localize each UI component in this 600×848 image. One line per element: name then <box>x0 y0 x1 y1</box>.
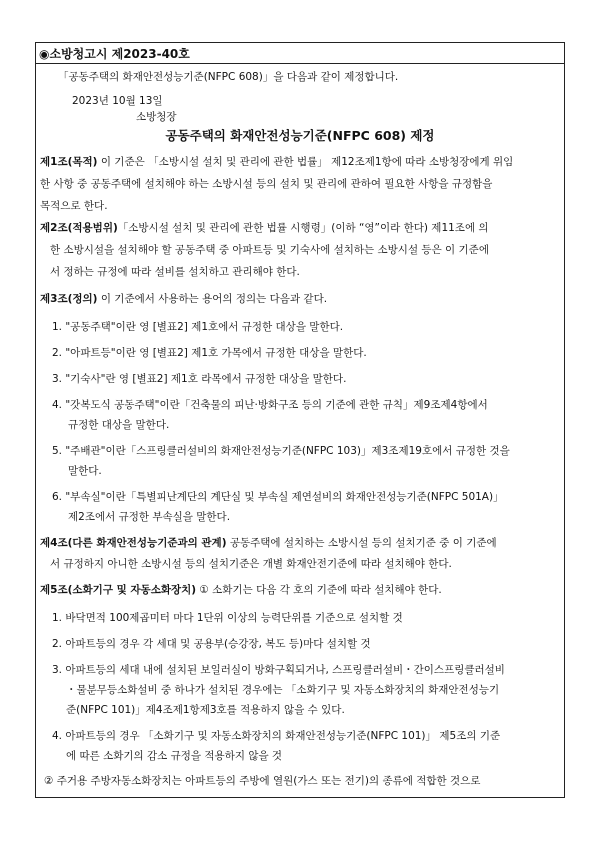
article-1-line-2: 한 사항 중 공동주택에 설치해야 하는 소방시설 등의 설치 및 관리에 관하여 필요한 사항을 규정함을 <box>40 178 493 190</box>
article-1-heading: 제1조(목적) <box>40 156 98 168</box>
article-4-line-1: 제4조(다른 화재안전성능기준과의 관계) 공동주택에 설치하는 소방시설 등의 설치기준 중 이 기준에 <box>40 537 497 549</box>
notice-number: ◉소방청고시 제2023-40호 <box>39 47 190 61</box>
article-3-item-4: 4. "갓복도식 공동주택"이란「건축물의 피난·방화구조 등의 기준에 관한 규칙」제9조제4항에서 <box>52 399 488 411</box>
article-5-item-3-cont-1: ・물분무등소화설비 중 하나가 설치된 경우에는 「소화기구 및 자동소화장치의 화재안전성능기 <box>66 684 500 696</box>
article-5-paragraph-2: ② 주거용 주방자동소화장치는 아파트등의 주방에 열원(가스 또는 전기)의 종류에 적합한 것으로 <box>44 775 481 787</box>
article-4-line-2: 서 규정하지 아니한 소방시설 등의 설치기준은 개별 화재안전기준에 따라 설치해야 한다. <box>50 558 452 570</box>
article-3-item-3: 3. "기숙사"란 영 [별표2] 제1호 라목에서 규정한 대상을 말한다. <box>52 373 347 385</box>
article-3-heading: 제3조(정의) <box>40 293 98 305</box>
article-5-item-3: 3. 아파트등의 세대 내에 설치된 보일러실이 방화구획되거나, 스프링클러설비・간이스프링클러설비 <box>52 664 505 676</box>
article-1-line-1: 제1조(목적) 이 기준은 「소방시설 설치 및 관리에 관한 법률」 제12조제1항에 따라 소방청장에게 위임 <box>40 156 514 168</box>
article-5-heading: 제5조(소화기구 및 자동소화장치) <box>40 584 197 596</box>
article-2-line-2: 한 소방시설을 설치해야 할 공동주택 중 아파트등 및 기숙사에 설치하는 소방시설 등은 이 기준에 <box>50 244 489 256</box>
notice-header <box>36 43 564 64</box>
article-1-line-3: 목적으로 한다. <box>40 200 108 212</box>
article-5-item-3-cont-2: 준(NFPC 101)」제4조제1항제3호를 적용하지 않을 수 있다. <box>66 704 345 716</box>
article-5-item-1: 1. 바닥면적 100제곱미터 마다 1단위 이상의 능력단위를 기준으로 설치할 것 <box>52 612 403 624</box>
article-4-heading: 제4조(다른 화재안전성능기준과의 관계) <box>40 537 227 549</box>
article-2-line-3: 서 정하는 규정에 따라 설비를 설치하고 관리해야 한다. <box>50 266 300 278</box>
article-5-item-4-cont: 에 따른 소화기의 감소 규정을 적용하지 않을 것 <box>66 750 283 762</box>
article-5-line-1: 제5조(소화기구 및 자동소화장치) ① 소화기는 다음 각 호의 기준에 따라 설치해야 한다. <box>40 584 442 596</box>
article-3-line-1: 제3조(정의) 이 기준에서 사용하는 용어의 정의는 다음과 같다. <box>40 293 328 305</box>
announcement-date: 2023년 10월 13일 <box>72 95 163 107</box>
article-5-item-4: 4. 아파트등의 경우 「소화기구 및 자동소화장치의 화재안전성능기준(NFPC 101)」 제5조의 기준 <box>52 730 501 742</box>
article-3-item-5-cont: 말한다. <box>68 465 102 477</box>
article-3-item-6: 6. "부속실"이란「특별피난계단의 계단실 및 부속실 제연설비의 화재안전성능기준(NFPC 501A)」 <box>52 491 504 503</box>
article-5-item-2: 2. 아파트등의 경우 각 세대 및 공용부(승강장, 복도 등)마다 설치할 것 <box>52 638 371 650</box>
article-3-item-4-cont: 규정한 대상을 말한다. <box>68 419 170 431</box>
article-3-item-6-cont: 제2조에서 규정한 부속실을 말한다. <box>68 511 231 523</box>
document-title: 공동주택의 화재안전성능기준(NFPC 608) 제정 <box>165 128 435 143</box>
intro-line: 「공동주택의 화재안전성능기준(NFPC 608)」을 다음과 같이 제정합니다. <box>58 71 399 83</box>
issuer: 소방청장 <box>136 111 177 123</box>
article-3-item-2: 2. "아파트등"이란 영 [별표2] 제1호 가목에서 규정한 대상을 말한다. <box>52 347 367 359</box>
article-3-item-1: 1. "공동주택"이란 영 [별표2] 제1호에서 규정한 대상을 말한다. <box>52 321 344 333</box>
article-2-heading: 제2조(적용범위) <box>40 222 118 234</box>
article-3-item-5: 5. "주배관"이란「스프링클러설비의 화재안전성능기준(NFPC 103)」제3조제19호에서 규정한 것을 <box>52 445 510 457</box>
article-2-line-1: 제2조(적용범위)「소방시설 설치 및 관리에 관한 법률 시행령」(이하 “영”이라 한다) 제11조에 의 <box>40 222 489 234</box>
